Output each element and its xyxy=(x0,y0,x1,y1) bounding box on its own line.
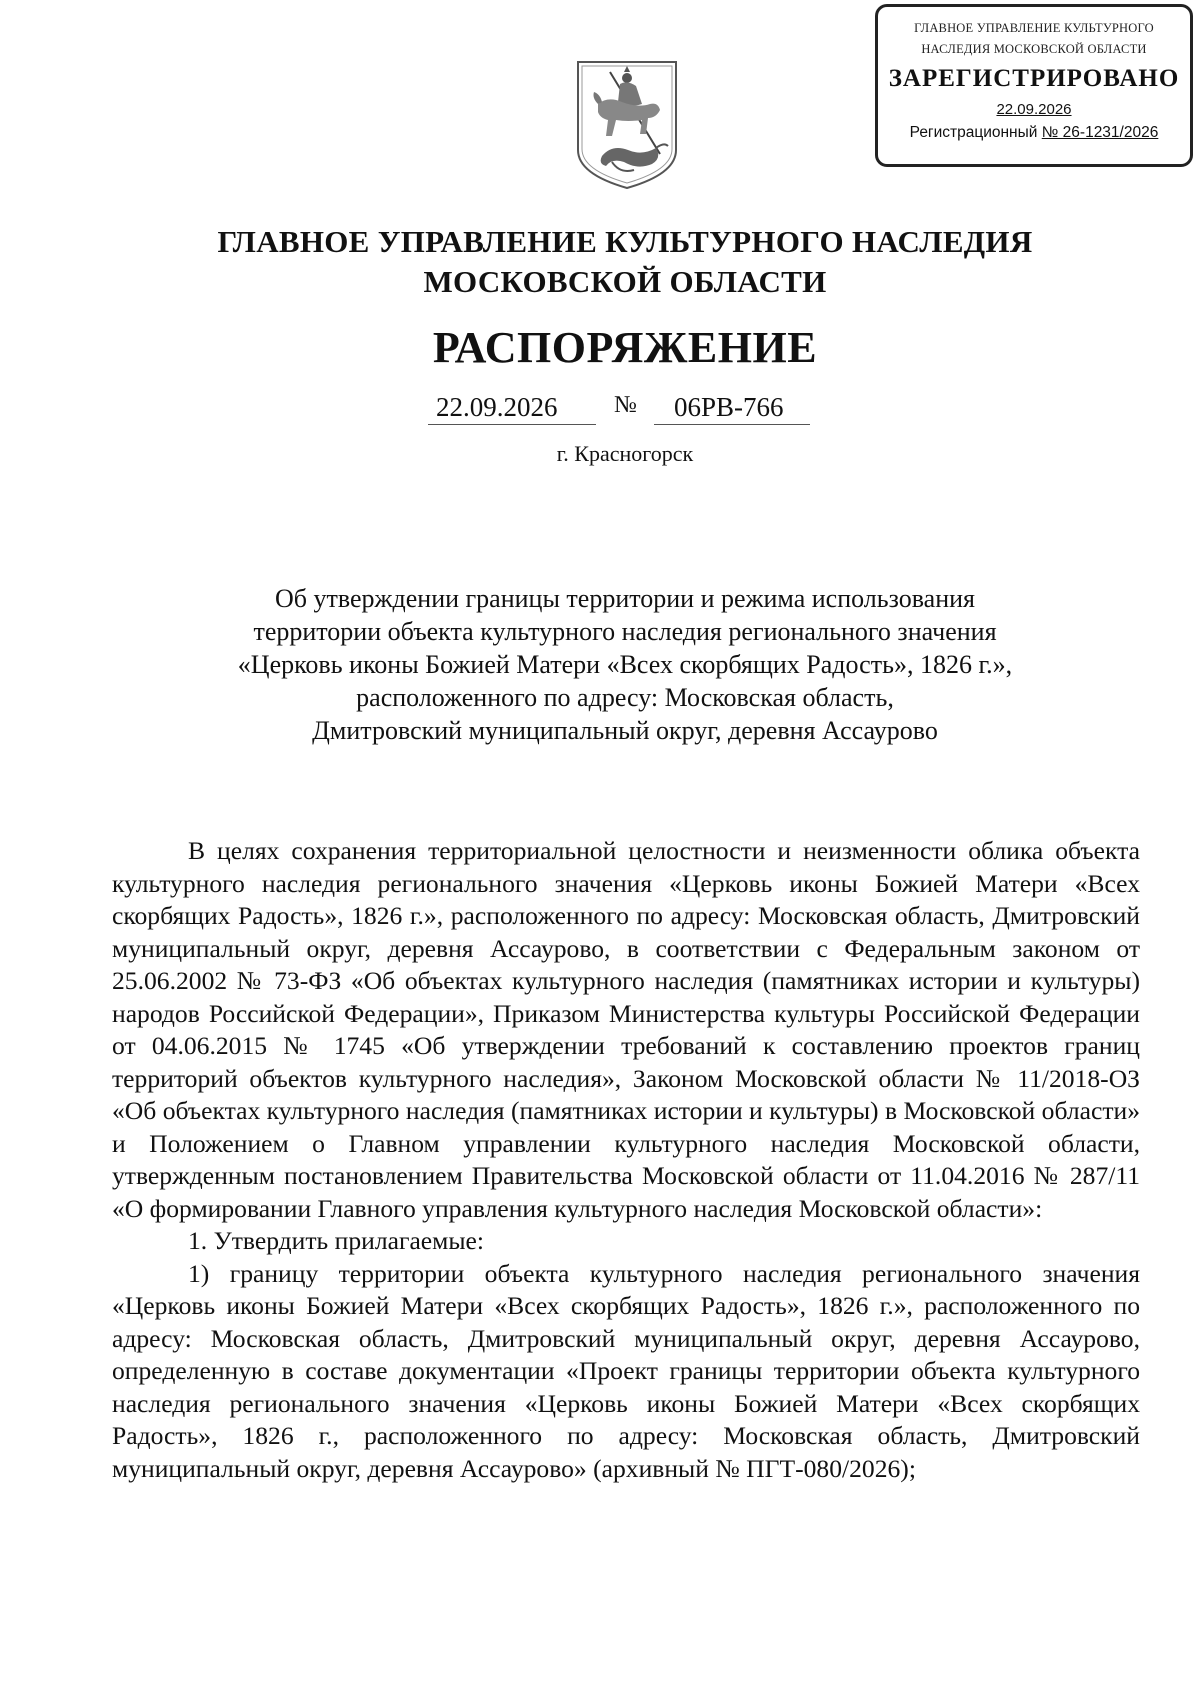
number-sign: № xyxy=(614,392,637,418)
stamp-org-line1: ГЛАВНОЕ УПРАВЛЕНИЕ КУЛЬТУРНОГО xyxy=(914,21,1154,35)
stamp-org-line2: НАСЛЕДИЯ МОСКОВСКОЙ ОБЛАСТИ xyxy=(921,42,1147,56)
stamp-reg-number xyxy=(878,124,1190,142)
number-underline xyxy=(654,424,810,425)
registration-stamp xyxy=(875,4,1193,167)
document-date: 22.09.2026 xyxy=(436,392,558,422)
stamp-reg-label: Регистрационный xyxy=(909,124,1038,141)
stamp-date: 22.09.2026 xyxy=(996,101,1072,118)
heading-line: «Церковь иконы Божией Матери «Всех скорбящих Радость», 1826 г.», xyxy=(237,650,1013,679)
heading-line: территории объекта культурного наследия регионального значения xyxy=(253,617,997,646)
body-paragraph-item-1: 1. Утвердить прилагаемые: xyxy=(188,1226,485,1255)
heading-line: Об утверждении границы территории и режима использования xyxy=(275,584,975,613)
stamp-registered: ЗАРЕГИСТРИРОВАНО xyxy=(888,65,1180,92)
body-paragraph-subitem-1: 1) границу территории объекта культурного наследия регионального значения «Церковь иконы Божией Матери «Всех скорбящих Радость», 1826 г.», расположенного по адресу: Московская область, Дмитровский муниципальный округ, деревня Ассаурово, определенную в составе документации «Проект границы территории объекта культурного наследия регионального значения «Церковь иконы Божией Матери «Всех скорбящих Радость», 1826 г., расположенного по адресу: Московская область, Дмитровский муниципальный округ, деревня Ассаурово» (архивный № ПГТ-080/2026); xyxy=(112,1258,1140,1483)
date-underline xyxy=(428,424,596,425)
document-body xyxy=(112,835,1140,1485)
heading-line: Дмитровский муниципальный округ, деревня Ассаурово xyxy=(312,716,938,745)
document-heading xyxy=(0,582,1200,747)
heading-line: расположенного по адресу: Московская область, xyxy=(356,683,894,712)
date-number-line xyxy=(428,392,828,426)
moscow-oblast-coat-of-arms-icon xyxy=(572,58,682,192)
document-type-title: РАСПОРЯЖЕНИЕ xyxy=(432,323,818,372)
document-number: 06РВ-766 xyxy=(674,392,784,422)
body-paragraph-preamble: В целях сохранения территориальной целостности и неизменности облика объекта культурного наследия регионального значения «Церковь иконы Божией Матери «Всех скорбящих Радость», 1826 г.», расположенного по адресу: Московская область, Дмитровский муниципальный округ, деревня Ассаурово, в соответствии с Федеральным законом от 25.06.2002 № 73-ФЗ «Об объектах культурного наследия (памятниках истории и культуры) народов Российской Федерации», Приказом Министерства культуры Российской Федерации от 04.06.2015 № 1745 «Об утверждении требований к составлению проектов границ территорий объектов культурного наследия», Законом Московской области № 11/2018-ОЗ «Об объектах культурного наследия (памятниках истории и культуры) в Московской области» и Положением о Главном управлении культурного наследия Московской области, утвержденным постановлением Правительства Московской области от 11.04.2016 № 287/11 «О формировании Главного управления культурного наследия Московской области»: xyxy=(112,836,1140,1223)
stamp-reg-value: № 26-1231/2026 xyxy=(1041,124,1159,141)
org-name-line1: ГЛАВНОЕ УПРАВЛЕНИЕ КУЛЬТУРНОГО НАСЛЕДИЯ xyxy=(217,224,1033,259)
org-name-line2: МОСКОВСКОЙ ОБЛАСТИ xyxy=(423,264,827,299)
document-city: г. Красногорск xyxy=(556,441,694,466)
